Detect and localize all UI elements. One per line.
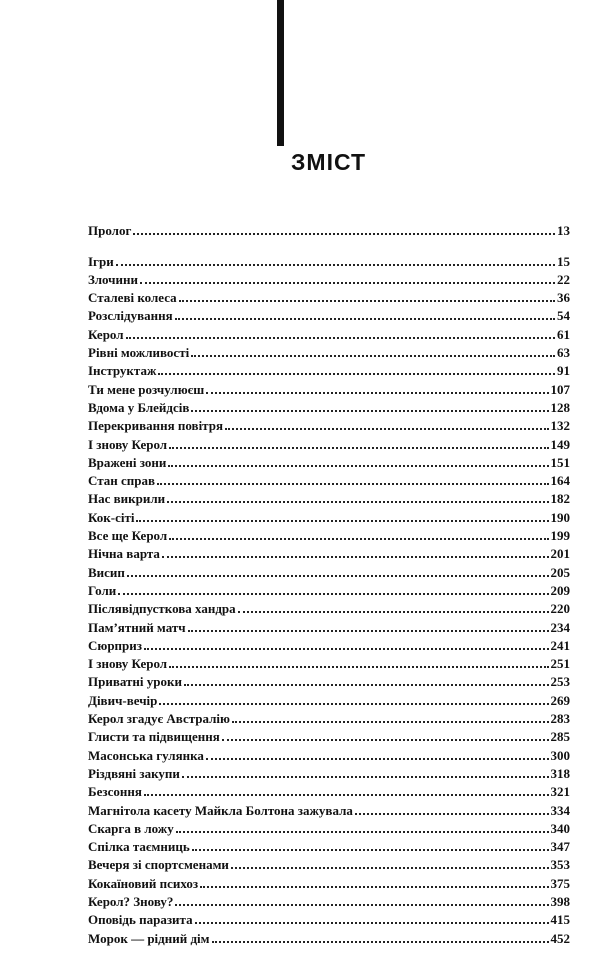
toc-entry: [88, 378, 570, 396]
toc-entry: [88, 506, 570, 524]
toc-entry-title: Масонська гулянка: [88, 747, 204, 763]
toc-entry-title: Рівні можливості: [88, 345, 190, 361]
toc-entry-title: Глисти та підвищення: [88, 729, 220, 745]
toc-entry-page: 128: [550, 399, 570, 415]
toc-entry-page: 283: [550, 711, 570, 727]
toc-entry-title: І знову Керол: [88, 656, 168, 672]
toc-entry: [88, 488, 570, 506]
dot-leader: [238, 610, 549, 613]
dot-leader: [169, 446, 548, 449]
toc-entry-page: 398: [550, 893, 570, 909]
toc-entry-title: Вдома у Блейдсів: [88, 399, 190, 415]
toc-entry: [88, 269, 570, 287]
toc-entry-page: 190: [550, 509, 570, 525]
toc-entry-title: Магнітола касету Майкла Болтона зажувала: [88, 802, 353, 818]
toc-entry-page: 253: [550, 674, 570, 690]
toc-entry: [88, 525, 570, 543]
toc-entry-page: 164: [550, 473, 570, 489]
toc-entry-page: 452: [550, 930, 570, 946]
dot-leader: [116, 263, 555, 266]
dot-leader: [136, 519, 548, 522]
toc-entry: [88, 616, 570, 634]
toc-entry-title: Кок-сіті: [88, 509, 135, 525]
toc-entry-title: Керол: [88, 326, 124, 342]
toc-entry: [88, 872, 570, 890]
toc-entry: [88, 433, 570, 451]
toc-entry-page: 91: [557, 363, 570, 379]
dot-leader: [232, 720, 549, 723]
dot-leader: [127, 574, 549, 577]
dot-leader: [195, 921, 549, 924]
dot-leader: [118, 592, 548, 595]
toc-entry: [88, 323, 570, 341]
toc-entry-title: Пролог: [88, 223, 132, 239]
toc-entry-title: Вечеря зі спортсменами: [88, 857, 229, 873]
dot-leader: [225, 427, 549, 430]
toc-entry: [88, 836, 570, 854]
toc-entry: [88, 763, 570, 781]
toc-entry-page: 15: [557, 253, 570, 269]
toc-entry: [88, 287, 570, 305]
dot-leader: [168, 464, 548, 467]
toc-entry: [88, 342, 570, 360]
toc-entry: [88, 781, 570, 799]
toc-entry-page: 13: [557, 223, 570, 239]
toc-entry-page: 321: [550, 784, 570, 800]
toc-entry-title: Приватні уроки: [88, 674, 182, 690]
dot-leader: [212, 940, 549, 943]
toc-entry: [88, 671, 570, 689]
toc-entry: [88, 561, 570, 579]
toc-entry-title: І знову Керол: [88, 436, 168, 452]
toc-entry-page: 285: [550, 729, 570, 745]
toc-entry-page: 22: [557, 271, 570, 287]
toc-entry-title: Інструктаж: [88, 363, 157, 379]
toc-entry-title: Нічна варта: [88, 546, 160, 562]
dot-leader: [182, 775, 549, 778]
toc-entry-title: Сталеві колеса: [88, 290, 177, 306]
toc-entry-title: Вражені зони: [88, 454, 167, 470]
toc-entry-page: 151: [550, 454, 570, 470]
toc-entry-title: Спілка таємниць: [88, 839, 190, 855]
toc-entry-page: 209: [550, 582, 570, 598]
toc-entry: [88, 891, 570, 909]
toc-entry: [88, 543, 570, 561]
toc-entry-page: 269: [550, 692, 570, 708]
dot-leader: [162, 555, 549, 558]
toc-entry: [88, 397, 570, 415]
toc-entry-title: Ігри: [88, 253, 114, 269]
dot-leader: [355, 812, 549, 815]
dot-leader: [206, 757, 549, 760]
dot-leader: [191, 409, 548, 412]
toc-entry-page: 107: [550, 381, 570, 397]
table-of-contents: [88, 220, 570, 946]
toc-entry: [88, 415, 570, 433]
toc-entry-page: 234: [550, 619, 570, 635]
toc-entry: [88, 818, 570, 836]
toc-entry-page: 318: [550, 765, 570, 781]
toc-entry: [88, 653, 570, 671]
toc-entry: [88, 744, 570, 762]
toc-entry-title: Сюрприз: [88, 637, 142, 653]
toc-entry: [88, 909, 570, 927]
dot-leader: [179, 299, 555, 302]
toc-entry-page: 182: [550, 491, 570, 507]
toc-entry: [88, 305, 570, 323]
toc-entry-title: Скарга в ложу: [88, 820, 174, 836]
toc-entry: [88, 689, 570, 707]
toc-entry-page: 199: [550, 528, 570, 544]
toc-entry-title: Керол? Знову?: [88, 893, 174, 909]
toc-entry-title: Оповідь паразита: [88, 912, 193, 928]
dot-leader: [231, 866, 549, 869]
toc-entry-title: Морок — рідний дім: [88, 930, 210, 946]
dot-leader: [158, 372, 555, 375]
toc-entry: [88, 927, 570, 945]
toc-entry-page: 340: [550, 820, 570, 836]
toc-entry: [88, 360, 570, 378]
toc-entry-title: Пам’ятний матч: [88, 619, 186, 635]
toc-entry-page: 132: [550, 418, 570, 434]
toc-entry-page: 61: [557, 326, 570, 342]
dot-leader: [144, 793, 549, 796]
dot-leader: [222, 738, 549, 741]
toc-entry-page: 375: [550, 875, 570, 891]
toc-entry-title: Розслідування: [88, 308, 173, 324]
dot-leader: [176, 830, 549, 833]
toc-entry-title: Післявідпусткова хандра: [88, 601, 236, 617]
dot-leader: [191, 354, 555, 357]
dot-leader: [169, 665, 548, 668]
toc-entry-page: 205: [550, 564, 570, 580]
dot-leader: [144, 647, 549, 650]
dot-leader: [159, 702, 548, 705]
toc-entry: [88, 250, 570, 268]
toc-entry-page: 63: [557, 345, 570, 361]
toc-entry-title: Різдвяні закупи: [88, 765, 180, 781]
toc-entry: [88, 708, 570, 726]
toc-entry-page: 415: [550, 912, 570, 928]
toc-entry-title: Дівич-вечір: [88, 692, 158, 708]
toc-entry: [88, 220, 570, 238]
toc-entry-title: Висип: [88, 564, 125, 580]
toc-entry: [88, 726, 570, 744]
toc-entry-page: 241: [550, 637, 570, 653]
toc-entry-page: 353: [550, 857, 570, 873]
page-title: ЗМІСТ: [291, 149, 367, 175]
dot-leader: [133, 232, 555, 235]
toc-entry-title: Безсоння: [88, 784, 142, 800]
toc-entry-title: Кокаїновий психоз: [88, 875, 199, 891]
toc-entry: [88, 452, 570, 470]
toc-entry-title: Голи: [88, 582, 117, 598]
toc-entry-page: 54: [557, 308, 570, 324]
toc-entry-title: Стан справ: [88, 473, 156, 489]
toc-entry: [88, 470, 570, 488]
toc-entry-page: 334: [550, 802, 570, 818]
toc-entry: [88, 799, 570, 817]
toc-entry-title: Ти мене розчулюєш: [88, 381, 205, 397]
toc-entry-title: Злочини: [88, 271, 138, 287]
toc-entry-page: 36: [557, 290, 570, 306]
toc-entry-page: 251: [550, 656, 570, 672]
dot-leader: [126, 336, 555, 339]
dot-leader: [140, 281, 555, 284]
toc-entry-title: Все ще Керол: [88, 528, 168, 544]
toc-entry-title: Керол згадує Австралію: [88, 711, 230, 727]
dot-leader: [157, 482, 548, 485]
dot-leader: [192, 848, 549, 851]
dot-leader: [200, 885, 548, 888]
toc-entry: [88, 635, 570, 653]
toc-entry: [88, 598, 570, 616]
dot-leader: [167, 500, 548, 503]
toc-entry-page: 347: [550, 839, 570, 855]
toc-entry-page: 220: [550, 601, 570, 617]
dot-leader: [175, 903, 548, 906]
toc-entry-title: Нас викрили: [88, 491, 166, 507]
dot-leader: [206, 391, 548, 394]
toc-entry-title: Перекривання повітря: [88, 418, 223, 434]
dot-leader: [188, 629, 549, 632]
dot-leader: [169, 537, 548, 540]
toc-entry-page: 201: [550, 546, 570, 562]
toc-entry: [88, 854, 570, 872]
toc-entry: [88, 580, 570, 598]
toc-entry-page: 300: [550, 747, 570, 763]
decorative-vertical-bar: [277, 0, 284, 146]
dot-leader: [175, 317, 555, 320]
dot-leader: [184, 683, 549, 686]
toc-entry-page: 149: [550, 436, 570, 452]
